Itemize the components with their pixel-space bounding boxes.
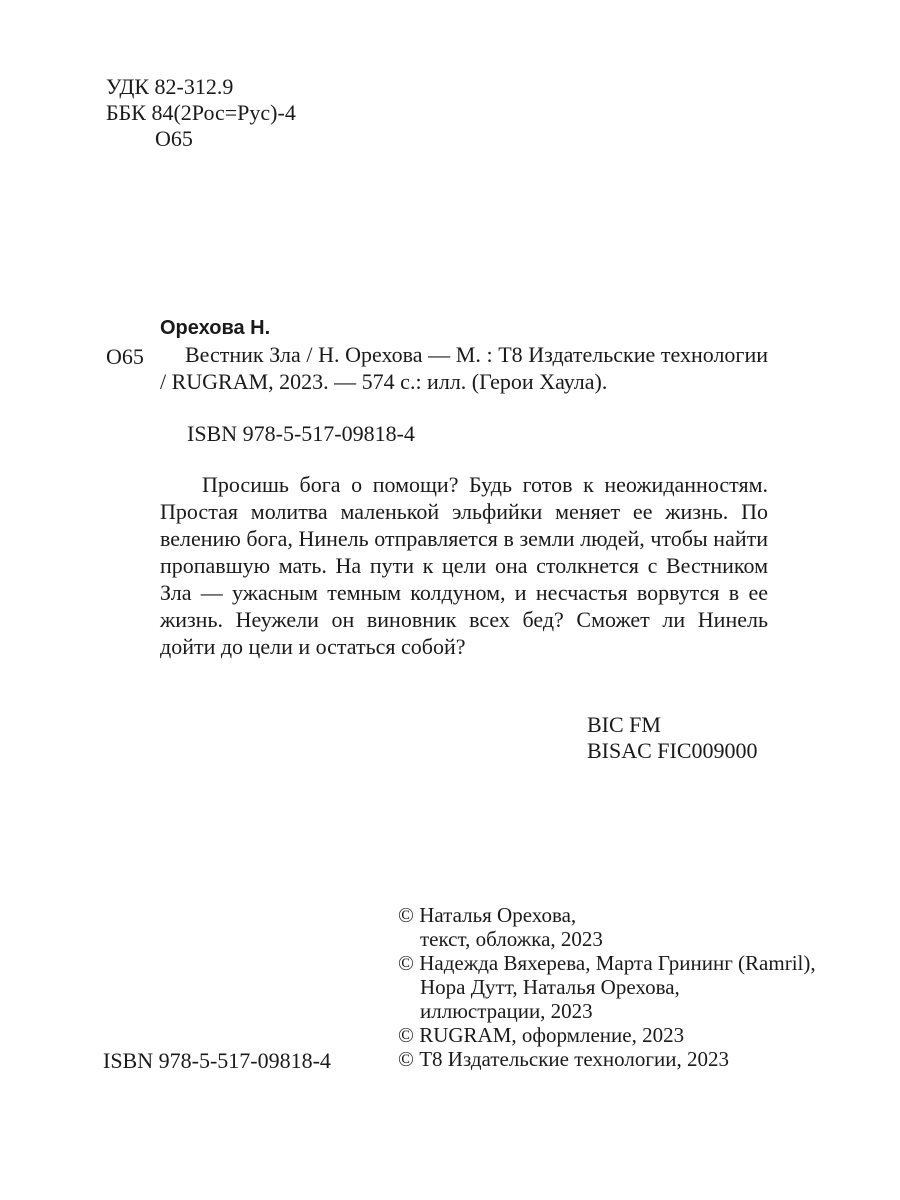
copyright-line: © Надежда Вяхерева, Марта Грининг (Ramril), [398, 951, 816, 975]
book-annotation: Просишь бога о помощи? Будь готов к неожиданностям. Простая молитва маленькой эльфийки меняет ее жизнь. По велению бога, Нинель отправляется в земли людей, чтобы найти пропавшую мать. На пути к цели она столкнется с Вестником Зла — ужасным темным колдуном, и несчастья ворвутся в ее жизнь. Неужели он виновник всех бед? Сможет ли Нинель дойти до цели и остаться собой? [160, 472, 768, 659]
footer-isbn: ISBN 978-5-517-09818-4 [103, 1048, 331, 1073]
author-heading: Орехова Н. [160, 317, 271, 339]
copyright-item [398, 903, 798, 951]
bic-code: BIC FM [587, 712, 661, 737]
bibliographic-description: Вестник Зла / Н. Орехова — М. : Т8 Издательские технологии / RUGRAM, 2023. — 574 с.: илл. (Герои Хаула). [160, 342, 768, 394]
copyright-line: © RUGRAM, оформление, 2023 [398, 1023, 685, 1047]
bisac-code: BISAC FIC009000 [587, 738, 758, 763]
copyright-item [398, 951, 816, 1023]
copyright-item [398, 1023, 798, 1047]
author-mark: О65 [155, 126, 193, 151]
bbk-code: ББК 84(2Рос=Рус)-4 [106, 100, 296, 125]
copyright-list [398, 903, 816, 1071]
copyright-item [398, 1047, 798, 1071]
copyright-line: © Т8 Издательские технологии, 2023 [398, 1047, 729, 1071]
copyright-continuation: Нора Дутт, Наталья Орехова, [420, 975, 680, 999]
copyright-continuation: текст, обложка, 2023 [420, 927, 603, 951]
copyright-continuation: иллюстрации, 2023 [420, 999, 593, 1023]
udk-code: УДК 82-312.9 [106, 74, 234, 99]
copyright-line: © Наталья Орехова, [398, 903, 577, 927]
catalog-side-mark: О65 [106, 344, 144, 369]
catalog-isbn: ISBN 978-5-517-09818-4 [187, 421, 415, 446]
